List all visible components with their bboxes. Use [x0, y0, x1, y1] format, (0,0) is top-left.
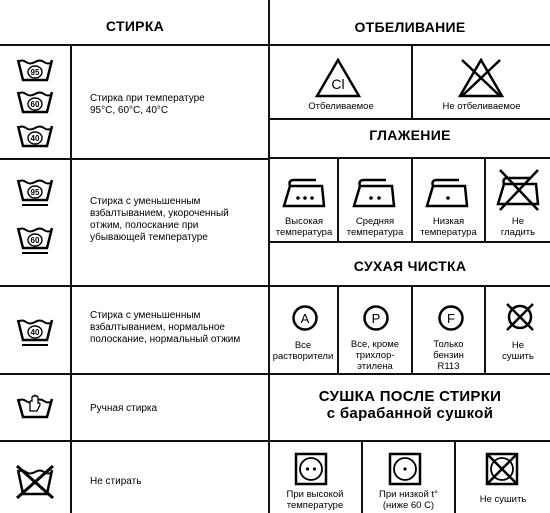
- dry-clean-p-label: Все, кроме трихлор- этилена: [350, 339, 400, 372]
- no-dry-clean-label: Не сушить: [502, 340, 534, 362]
- drying-header-line1: СУШКА ПОСЛЕ СТИРКИ: [318, 388, 502, 405]
- right-rule-7: [269, 440, 550, 442]
- dry-clean-f-label: Только бензин R113: [433, 339, 464, 372]
- no-wash-label: Не стирать: [90, 476, 142, 487]
- iron-high-icon: [280, 178, 328, 210]
- right-rule-4: [269, 241, 550, 243]
- no-wash-icon: [14, 464, 56, 500]
- svg-text:95: 95: [30, 68, 40, 77]
- dry-cleaning-header: СУХАЯ ЧИСТКА: [353, 258, 467, 274]
- svg-text:60: 60: [30, 100, 40, 109]
- svg-text:95: 95: [30, 188, 40, 197]
- wash-tub-icon: [16, 58, 54, 82]
- iron-low-label: Низкая температура: [420, 216, 477, 238]
- right-rule-1: [269, 44, 550, 46]
- wash-gentle-tub-icon: [16, 226, 54, 256]
- hand-wash-label: Ручная стирка: [90, 403, 158, 414]
- svg-text:F: F: [447, 311, 455, 326]
- svg-text:P: P: [371, 311, 381, 326]
- wash-row1-desc: Стирка при температуре 95°С, 60°С, 40°С: [90, 93, 205, 116]
- no-bleach-label: Не отбеливаемое: [442, 101, 521, 112]
- tumble-dry-high-label: При высокой температуре: [286, 489, 344, 511]
- dry-clean-a-label: Все растворители: [272, 340, 334, 362]
- bleach-allowed-label: Отбеливаемое: [308, 101, 374, 112]
- drying-header-line2: с барабанной сушкой: [326, 405, 494, 422]
- iron-high-label: Высокая температура: [275, 216, 333, 238]
- hand-wash-icon: [16, 393, 54, 419]
- row-rule-3: [0, 373, 269, 375]
- right-rule-6: [269, 373, 550, 375]
- row-rule-4: [0, 440, 269, 442]
- wash-tub-icon: [16, 90, 54, 114]
- bleaching-header: ОТБЕЛИВАНИЕ: [354, 19, 466, 35]
- row-rule-2: [0, 285, 269, 287]
- right-rule-5: [269, 285, 550, 287]
- dry-clean-p-icon: [362, 304, 390, 332]
- wash-tub-icon: [16, 124, 54, 148]
- no-iron-label: Не гладить: [500, 216, 536, 238]
- no-tumble-dry-icon: [485, 452, 519, 486]
- no-iron-icon: [494, 166, 542, 212]
- header-rule-left: [0, 44, 269, 46]
- right-rule-3: [269, 157, 550, 159]
- tumble-dry-high-icon: [294, 452, 328, 486]
- wash-gentle-tub-icon: [16, 178, 54, 208]
- svg-text:40: 40: [30, 328, 40, 337]
- no-dry-clean-icon: [503, 300, 537, 334]
- right-rule-2: [269, 118, 550, 120]
- dry-clean-f-icon: [437, 304, 465, 332]
- iron-medium-icon: [350, 178, 398, 210]
- svg-text:A: A: [300, 311, 310, 326]
- iron-medium-label: Средняя температура: [346, 216, 404, 238]
- tumble-dry-low-icon: [388, 452, 422, 486]
- wash-row3-desc: Стирка с уменьшенным взбалтыванием, нормальное полоскание, нормальный отжим: [90, 310, 241, 345]
- row-rule-1: [0, 158, 269, 160]
- wash-row2-desc: Стирка с уменьшенным взбалтыванием, укороченный отжим, полоскание при убывающей температуре: [90, 196, 229, 243]
- center-divider: [268, 0, 270, 513]
- washing-header: СТИРКА: [105, 18, 165, 34]
- ironing-header: ГЛАЖЕНИЕ: [369, 127, 451, 143]
- no-bleach-icon: [458, 58, 504, 98]
- svg-text:40: 40: [30, 134, 40, 143]
- wash-synthetic-tub-icon: [16, 318, 54, 348]
- iron-low-icon: [423, 178, 471, 210]
- chlorine-bleach-icon: [315, 58, 361, 98]
- no-tumble-dry-label: Не сушить: [479, 494, 527, 505]
- svg-text:Cl: Cl: [331, 76, 345, 92]
- svg-text:60: 60: [30, 236, 40, 245]
- left-column-divider: [70, 44, 72, 513]
- dry-clean-a-icon: [291, 304, 319, 332]
- tumble-dry-low-label: При низкой t° (ниже 60 С): [379, 489, 438, 511]
